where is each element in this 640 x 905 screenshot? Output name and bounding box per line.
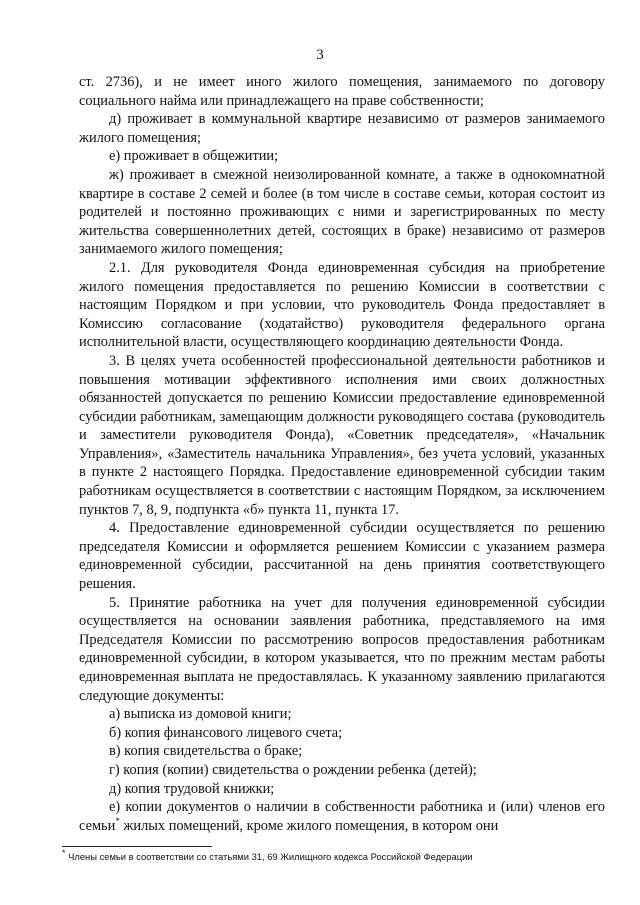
paragraph: е) проживает в общежитии; [109,148,279,165]
footnote-mark: * [115,815,120,826]
footnote [62,847,622,862]
list-item: б) копия финансового лицевого счета; [109,724,343,741]
list-item: г) копия (копии) свидетельства о рождении ребенка (детей); [109,761,477,778]
paragraph: 2.1. Для руководителя Фонда единовременная субсидия на приобретение жилого помещения предоставляется по решению Комиссии в соответствии с настоящим Порядком и при условии, что руководитель Фонда предоставляет в Комиссию согласование (ходатайство) руководителя федерального органа исполнительной власти, осуществляющего координацию деятельности Фонда. [79,259,605,351]
page-number: 3 [316,47,324,63]
paragraph: 4. Предоставление единовременной субсидии осуществляется по решению председателя Комиссии и оформляется решением Комиссии с указанием размера единовременной субсидии, рассчитанной на день принятия соответствующего решения. [79,520,605,593]
paragraph: ст. 2736), и не имеет иного жилого помещения, занимаемого по договору социального найма или принадлежащего на праве собственности; [79,74,605,109]
paragraph: д) проживает в коммунальной квартире независимо от размеров занимаемого жилого помещения; [79,111,605,146]
list-item-text-continued: жилых помещений, кроме жилого помещения, в котором они [119,817,499,834]
paragraph: 3. В целях учета особенностей профессиональной деятельности работников и повышения мотивации эффективного исполнения ими своих должностных обязанностей допускается по решению Комиссии предоставление единовременной субсидии работникам, замещающим должности руководящего состава (руководитель и заместители руководителя Фонда), «Советник председателя», «Начальник Управления», «Заместитель начальника Управления», без учета условий, указанных в пункте 2 настоящего Порядка. Предоставление единовременной субсидии таким работникам осуществляется в соответствии с настоящим Порядком, за исключением пунктов 7, 8, 9, подпункта «б» пункта 11, пункта 17. [79,352,605,518]
list-item [79,798,605,835]
footnote-separator [62,846,212,847]
document-body [79,73,605,835]
paragraph: ж) проживает в смежной неизолированной комнате, а также в однокомнатной квартире в составе 2 семей и более (в том числе в составе семьи, которая состоит из родителей и постоянно проживающих с ними и зарегистрированных по месту жительства совершеннолетних детей, состоящих в браке) независимо от размеров занимаемого жилого помещения; [79,166,605,258]
paragraph: 5. Принятие работника на учет для получения единовременной субсидии осуществляется на основании заявления работника, представляемого на имя Председателя Комиссии по рассмотрению вопросов предоставления работникам единовременной субсидии, в котором указывается, что по прежним местам работы единовременная выплата не предоставлялась. К указанному заявлению прилагаются следующие документы: [79,594,605,704]
footnote-mark: * [62,847,66,858]
footnote-text: Члены семьи в соответствии со статьями 31, 69 Жилищного кодекса Российской Федерации [65,851,473,862]
list-item: в) копия свидетельства о браке; [109,743,303,760]
list-item: а) выписка из домовой книги; [109,706,292,723]
list-item: д) копия трудовой книжки; [109,780,275,797]
list-item-text: е) копии документов о наличии в собственности работника и (или) членов его семьи [79,799,605,834]
